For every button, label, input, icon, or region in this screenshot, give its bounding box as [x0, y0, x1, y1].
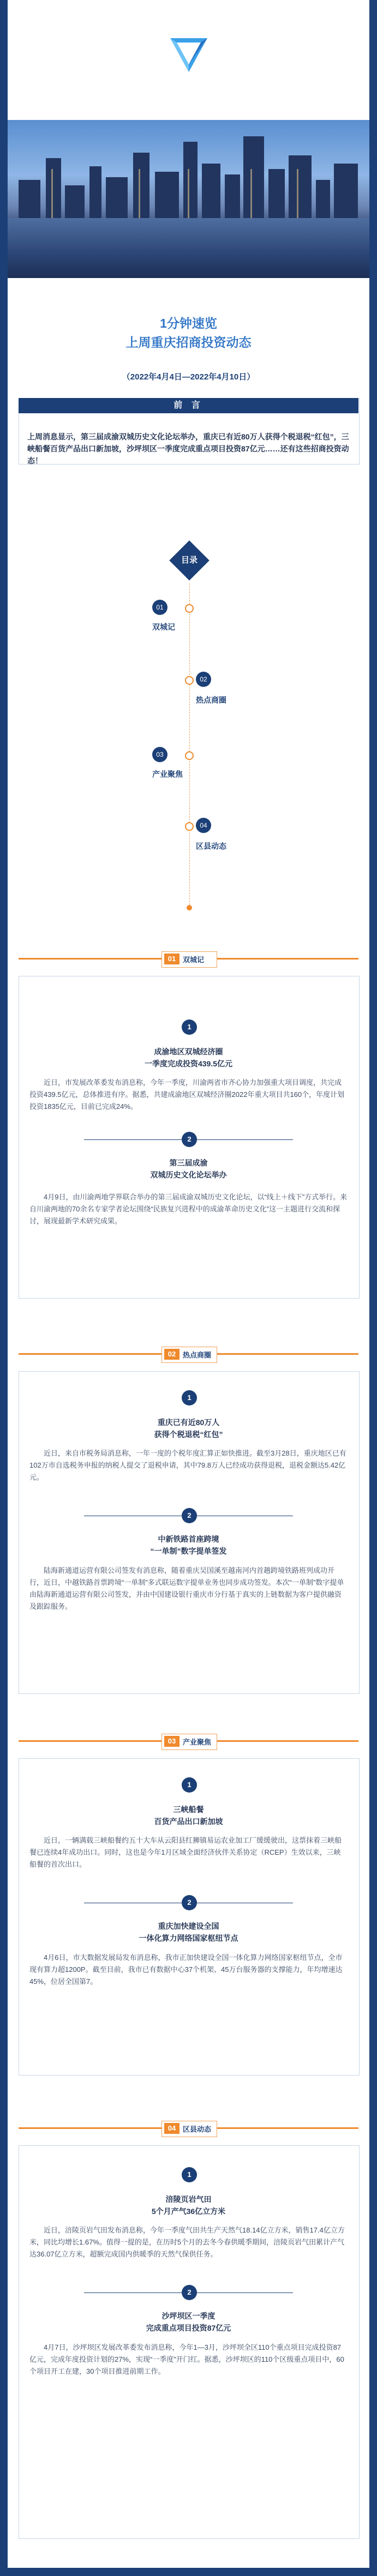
item-head: 沙坪坝区一季度 完成重点项目投资87亿元: [146, 2312, 231, 2332]
item-num: 1: [182, 2167, 197, 2182]
page: [8, 0, 369, 2568]
item-body: 4月7日，沙坪坝区发展改革委发布消息称，今年1—3月，沙坪坝全区110个重点项目完成投资87亿元，完成年度投资计划的27%，实现“一季度”开门红。据悉，沙坪坝区的110个区级重点项目中，60个项目开工在建，30个项目推进前期工作。: [29, 2343, 344, 2375]
item-head: 第三届成渝 双城历史文化论坛举办: [150, 1159, 227, 1179]
section-tab-1: [161, 951, 217, 968]
item-num: 1: [182, 1019, 197, 1035]
item-body: 4月6日，市大数据发展局发布消息称，我市正加快建设全国一体化算力网络国家枢纽节点，全市现有算力超1200P。截至目前，我市已有数据中心37个机架、45万台服务器的支撑能力，年均增速达45%，位居全国第7。: [29, 1953, 343, 1986]
toc-item-num-2[interactable]: 02: [196, 672, 211, 687]
section-title: 双城记: [183, 956, 205, 964]
section-title: 热点商圈: [183, 1351, 212, 1359]
section-num: 04: [164, 2123, 179, 2134]
item-num: 2: [182, 2285, 197, 2300]
toc-dot-2: [185, 676, 194, 685]
logo: [8, 33, 369, 79]
preface-text: 上周消息显示，第三届成渝双城历史文化论坛举办，重庆已有近80万人获得个税退税“红包”，三峡船餐百货产品出口新加坡，沙坪坝区一季度完成重点项目投资87亿元……还有这些招商投资动态！: [27, 432, 349, 465]
item-head: 重庆已有近80万人 获得个税退税“红包”: [154, 1418, 223, 1439]
section-tab-2: [161, 1347, 217, 1363]
item-body: 陆海新通道运营有限公司签发有消息称，随着重庆吴国溪至越南河内首趟跨境铁路班列成功开行，近日，中越铁路首票跨境“一单制”多式联运数字提单业务也同步成功签发。本次“一单制”数字提单由陆海新通道运营有限公司签发，并由中国建设银行重庆市分行基于真实的上链数据为客户提供融资及跟踪服务。: [29, 1566, 344, 1610]
toc-item-label-3[interactable]: 产业聚焦: [152, 770, 183, 779]
item-body: 近日，涪陵页岩气田发布消息称，今年一季度气田共生产天然气18.14亿立方米，销售17.4亿立方米，同比均增长1.67%。值得一提的是，在历时5个月的去冬今春供暖季期间，涪陵页岩气田累计产气达36.07亿立方米，超额完成国内供暖季的天然气保供任务。: [29, 2226, 345, 2258]
title-line-1: 1分钟速览: [160, 316, 217, 330]
section-num: 03: [164, 1736, 179, 1747]
preface-header: [19, 398, 358, 413]
toc-item-label-2[interactable]: 热点商圈: [196, 696, 226, 704]
item-body: 4月9日，由川渝两地学界联合举办的第三届成渝双城历史文化论坛，以“线上＋线下”方式举行。来自川渝两地的70余名专家学者论坛围绕“民族复兴进程中的成渝革命历史文化”这一主题进行交流和探讨，展现最新学术研究成果。: [29, 1193, 348, 1225]
item-num: 2: [182, 1508, 197, 1523]
item-num: 2: [182, 1895, 197, 1910]
footer-bar: [0, 2568, 377, 2576]
section-num: 02: [164, 1349, 179, 1360]
item-num: 2: [182, 1132, 197, 1147]
section-title: 产业聚焦: [183, 1738, 212, 1746]
toc-item-num-4[interactable]: 04: [196, 818, 211, 833]
toc-item-num-3[interactable]: 03: [152, 747, 167, 762]
section-num: 01: [164, 954, 179, 964]
item-body: 近日，来自市税务局消息称，一年一度的个税年度汇算正如快推进。截至3月28日，重庆地区已有102万市自选税务申报的纳税人提交了退税申请，其中79.8万人已经成功获得退税，退税金额达5.42亿元。: [29, 1449, 346, 1481]
section-tab-4: [161, 2121, 217, 2137]
item-num: 1: [182, 1390, 197, 1405]
item-body: 近日，一辆满载三峡船餐约五十大车从云阳县红狮镇易运农业加工厂缓缓驶出，这票抹着三峡船餐已连续4年成功出口。同时，这也是今年1月区域全面经济伙伴关系协定（RCEP）生效以来，三峡船餐的首次出口。: [29, 1836, 342, 1868]
item-head: 涪陵页岩气田 5个月产气36亿立方米: [151, 2195, 226, 2216]
toc-timeline: [189, 583, 190, 905]
city-skyline-image: [8, 120, 369, 278]
section-title: 区县动态: [183, 2125, 212, 2133]
item-head: 成渝地区双城经济圈 一季度完成投资439.5亿元: [144, 1047, 233, 1068]
item-head: 中新铁路首座跨境 “一单制”数字提单签发: [150, 1535, 227, 1555]
item-head: 三峡船餐 百货产品出口新加坡: [154, 1805, 223, 1826]
toc-end-dot: [187, 905, 192, 910]
section-tab-3: [161, 1734, 217, 1750]
toc-dot-1: [185, 604, 194, 613]
preface-heading: 前 言: [173, 401, 204, 410]
toc-dot-4: [185, 822, 194, 831]
item-num: 1: [182, 1777, 197, 1793]
toc-dot-3: [185, 751, 194, 760]
triangle-logo-icon: [167, 33, 211, 76]
date-range: （2022年4月4日—2022年4月10日）: [122, 372, 255, 382]
title-line-2: 上周重庆招商投资动态: [125, 335, 252, 349]
item-head: 重庆加快建设全国 一体化算力网络国家枢纽节点: [139, 1922, 238, 1942]
toc-label: 目录: [181, 556, 198, 565]
item-body: 近日，市发展改革委发布消息称，今年一季度，川渝两省市齐心协力加强重大项目调度，共完成投资439.5亿元，总体推进有序。据悉，共建成渝地区双城经济圈2022年重大项目共160个，年度计划投资1835亿元，目前已完成24%。: [29, 1078, 345, 1111]
toc-item-label-4[interactable]: 区县动态: [196, 842, 226, 850]
toc-item-label-1[interactable]: 双城记: [152, 623, 175, 631]
toc-item-num-1[interactable]: 01: [152, 600, 167, 615]
